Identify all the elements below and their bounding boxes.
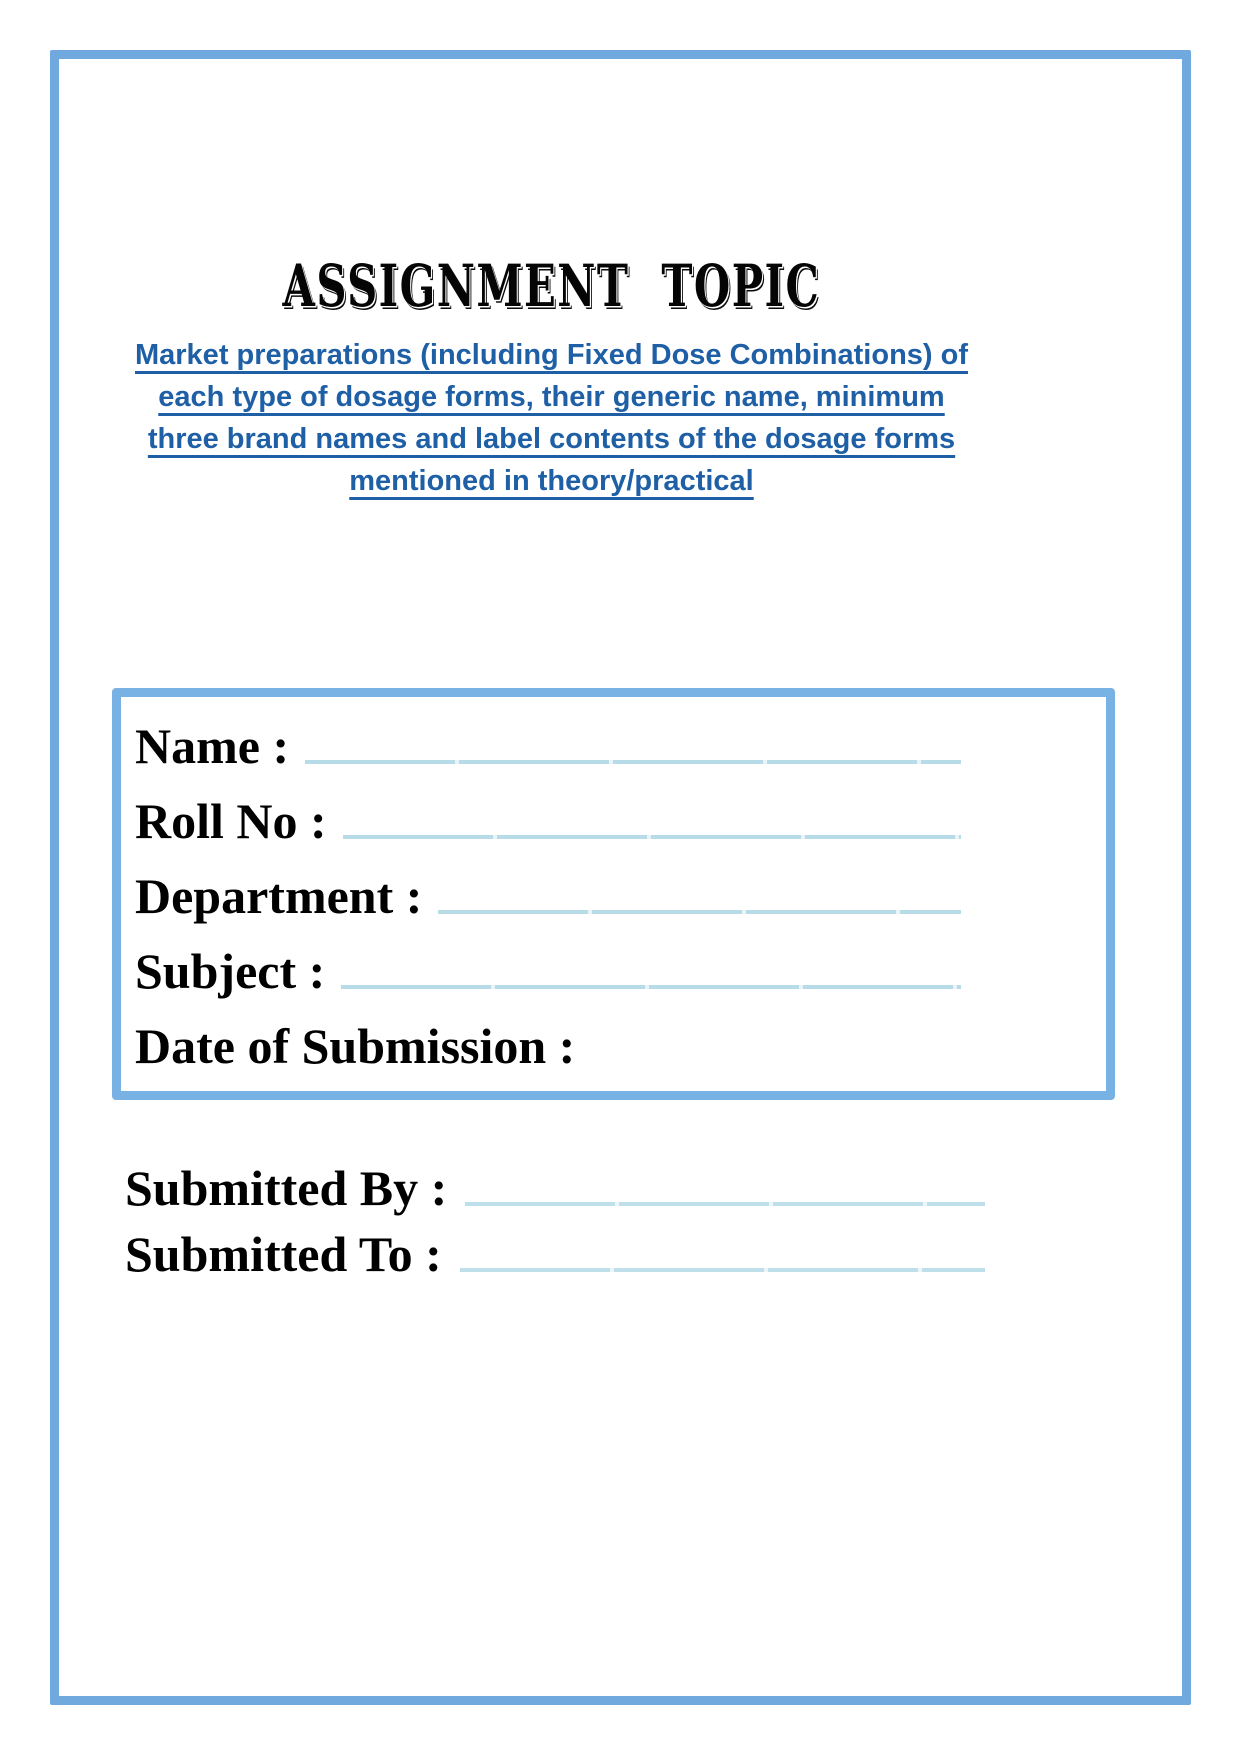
subject-field-row <box>135 928 961 1003</box>
submitted-to-row <box>125 1218 985 1284</box>
topic-line: Market preparations (including Fixed Dose Combinations) of <box>134 339 969 371</box>
name-blank-line <box>305 760 961 764</box>
submitted-by-label: Submitted By : <box>125 1160 448 1216</box>
name-field-row <box>135 703 961 778</box>
department-field-row <box>135 853 961 928</box>
department-blank-line <box>438 910 961 914</box>
subject-blank-line <box>341 985 961 989</box>
topic-line: each type of dosage forms, their generic name, minimum <box>158 381 945 413</box>
department-field-label: Department : <box>135 868 423 924</box>
submitted-to-label: Submitted To : <box>125 1226 442 1282</box>
topic-line: mentioned in theory/practical <box>349 465 754 497</box>
submitted-to-blank-line <box>460 1268 985 1272</box>
date-of-submission-field-label: Date of Submission : <box>135 1018 576 1074</box>
roll-no-field-label: Roll No : <box>135 793 327 849</box>
roll-no-blank-line <box>343 835 961 839</box>
page-title <box>59 252 1044 320</box>
submitted-by-blank-line <box>465 1202 985 1206</box>
submission-fields <box>125 1152 985 1284</box>
name-field-label: Name : <box>135 718 290 774</box>
student-info-box <box>112 688 1115 1100</box>
roll-no-field-row <box>135 778 961 853</box>
submitted-by-row <box>125 1152 985 1218</box>
page-title-text: ASSIGNMENT TOPIC <box>282 252 821 320</box>
date-of-submission-field-row <box>135 1003 961 1078</box>
subject-field-label: Subject : <box>135 943 326 999</box>
topic-line: three brand names and label contents of the dosage forms <box>147 423 956 455</box>
assignment-topic-paragraph <box>59 334 1044 502</box>
